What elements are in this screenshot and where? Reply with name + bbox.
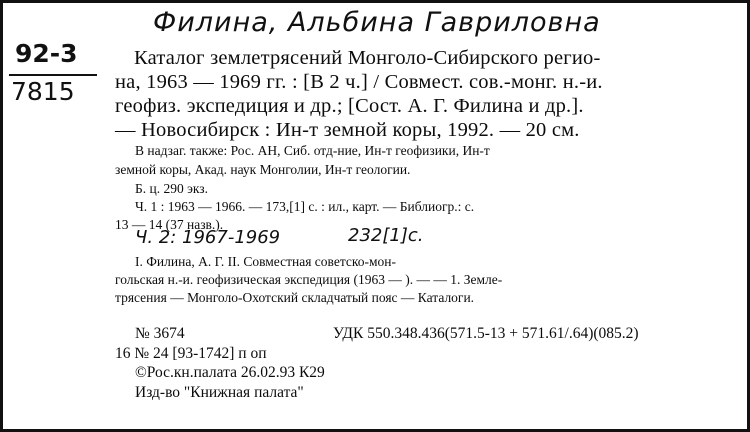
handwritten-author-heading: Филина, Альбина Гавриловна — [153, 7, 601, 38]
tracing-line-1: I. Филина, А. Г. II. Совместная советско-мон- — [135, 254, 397, 269]
copies-line: Б. ц. 290 экз. — [135, 181, 208, 196]
handwritten-volume-2: Ч. 2: 1967-1969 — [135, 227, 281, 248]
record-number: № 3674 — [135, 325, 185, 342]
copyright-line: ©Рос.кн.палата 26.02.93 К29 — [135, 364, 325, 381]
title-line-2: на, 1963 — 1969 гг. : [В 2 ч.] / Совмест. сов.-монг. н.-и. — [115, 71, 603, 93]
volume-1-line: Ч. 1 : 1963 — 1966. — 173,[1] с. : ил., карт. — Библиогр.: с. — [135, 199, 475, 214]
note-line-1: В надзаг. также: Рос. АН, Сиб. отд-ние, Ин-т геофизики, Ин-т — [135, 143, 490, 158]
tracing-line-3: трясения — Монголо-Охотский складчатый пояс — Каталоги. — [115, 290, 475, 305]
volume-1-continuation: 13 — 14 (37 назв.). — [115, 217, 224, 232]
udk-classification: УДК 550.348.436(571.5-13 + 571.61/.64)(085.2) — [333, 325, 639, 342]
shelf-mark-top: 92-3 — [15, 39, 78, 68]
order-line: 16 № 24 [93-1742] п оп — [115, 345, 267, 362]
title-line-3: геофиз. экспедиция и др.; [Сост. А. Г. Филина и др.]. — [115, 95, 584, 117]
tracing-line-2: гольская н.-и. геофизическая экспедиция (1963 — ). — — 1. Земле- — [115, 272, 503, 287]
shelf-mark-bottom: 7815 — [11, 77, 75, 106]
handwritten-volume-2-pages: 232[1]с. — [348, 225, 424, 246]
note-line-2: земной коры, Акад. наук Монголии, Ин-т геологии. — [115, 162, 411, 177]
publisher-line: Изд-во "Книжная палата" — [135, 384, 304, 401]
shelf-mark-rule — [9, 74, 97, 76]
title-line-1: Каталог землетрясений Монголо-Сибирского регио- — [134, 47, 601, 69]
title-line-4: — Новосибирск : Ин-т земной коры, 1992. — 20 см. — [115, 119, 580, 141]
